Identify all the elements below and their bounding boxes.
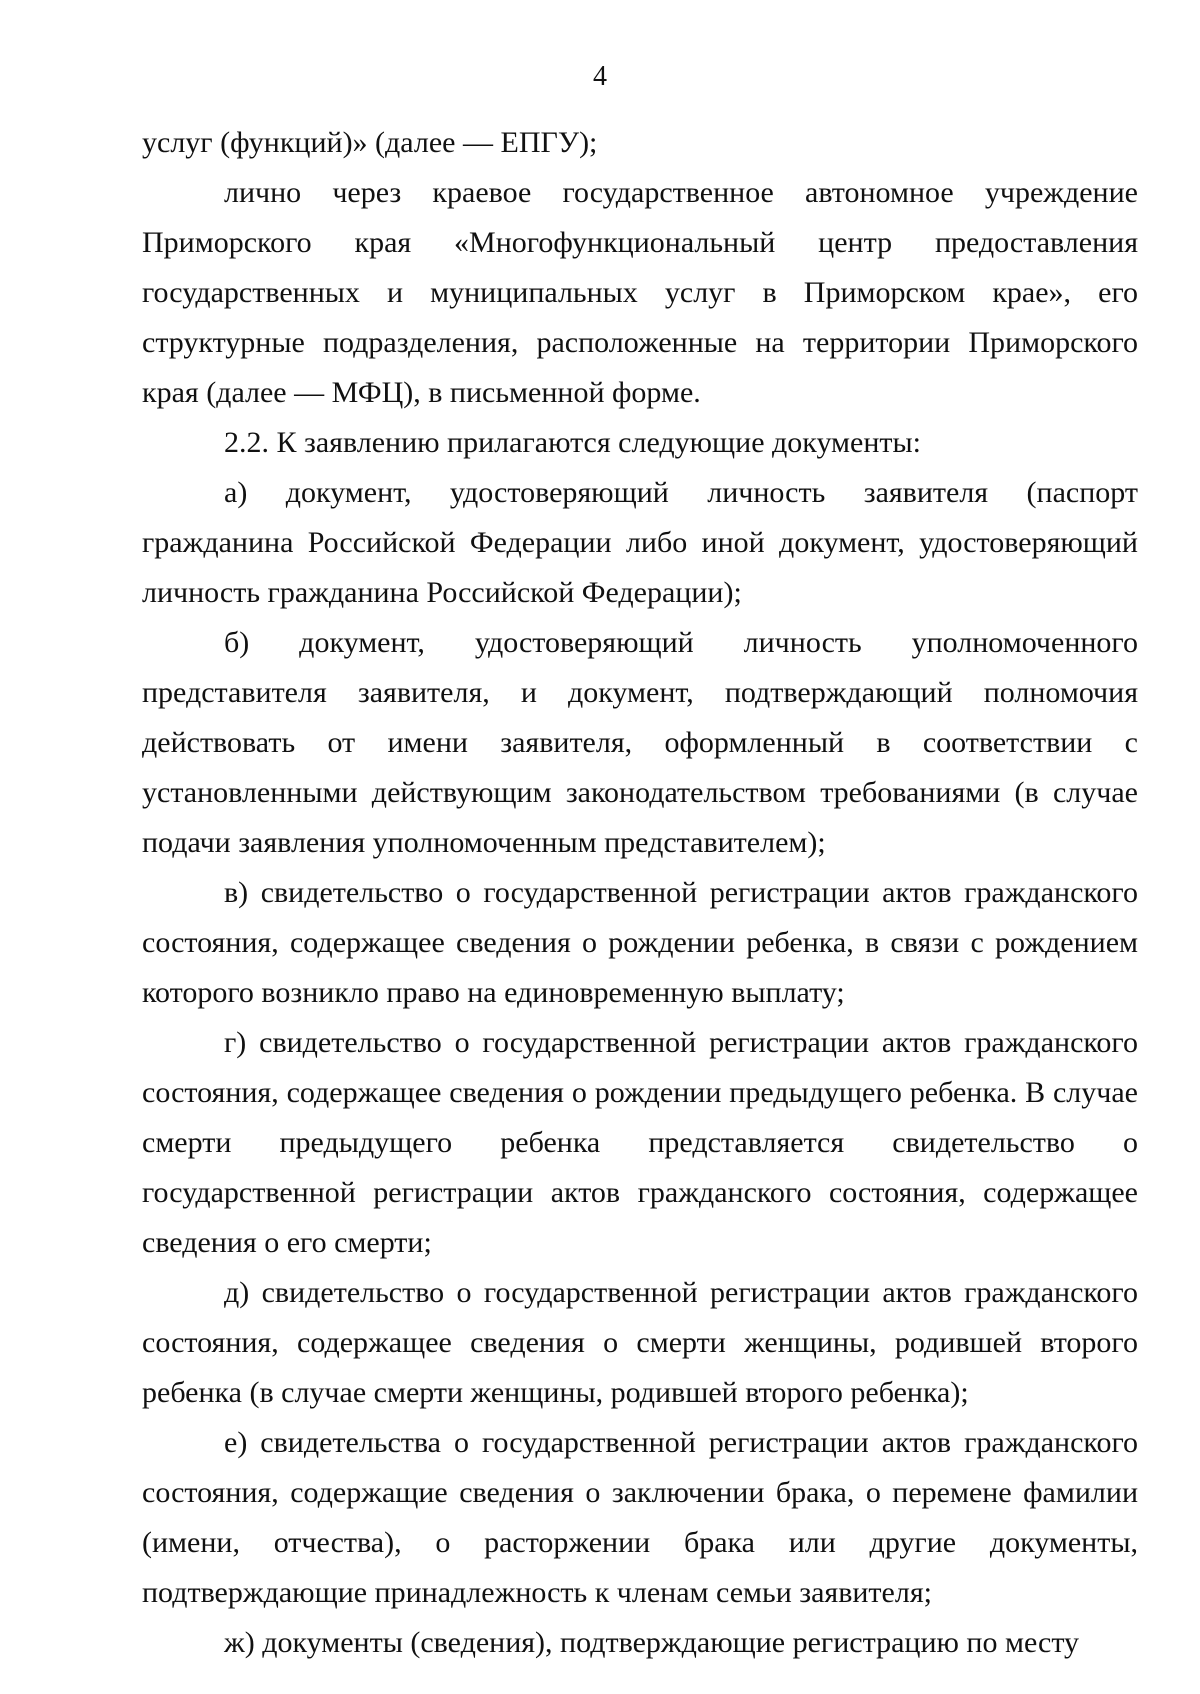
page-number: 4: [593, 61, 607, 92]
list-item-b: б) документ, удостоверяющий личность уполномоченного представителя заявителя, и документ, подтверждающий полномочия действовать от имени заявителя, оформленный в соответствии с установленными действующим законодательством требованиями (в случае подачи заявления уполномоченным представителем);: [142, 626, 1138, 859]
list-item-v: в) свидетельство о государственной регистрации актов гражданского состояния, содержащее сведения о рождении ребенка, в связи с рождением которого возникло право на единовременную выплату;: [142, 876, 1138, 1009]
paragraph-epgu-end: услуг (функций)» (далее — ЕПГУ);: [142, 126, 598, 159]
list-item-a: а) документ, удостоверяющий личность заявителя (паспорт гражданина Российской Федерации либо иной документ, удостоверяющий личность гражданина Российской Федерации);: [142, 476, 1138, 609]
list-item-d: д) свидетельство о государственной регистрации актов гражданского состояния, содержащее сведения о смерти женщины, родившей второго ребенка (в случае смерти женщины, родившей второго ребенка);: [142, 1276, 1138, 1409]
document-body: [142, 118, 1138, 1668]
paragraph-mfc: лично через краевое государственное автономное учреждение Приморского края «Многофункциональный центр предоставления государственных и муниципальных услуг в Приморском крае», его структурные подразделения, расположенные на территории Приморского края (далее — МФЦ), в письменной форме.: [142, 176, 1138, 409]
section-2-2-heading: 2.2. К заявлению прилагаются следующие документы:: [224, 426, 922, 459]
list-item-g: г) свидетельство о государственной регистрации актов гражданского состояния, содержащее сведения о рождении предыдущего ребенка. В случае смерти предыдущего ребенка представляется свидетельство о государственной регистрации актов гражданского состояния, содержащее сведения о его смерти;: [142, 1026, 1138, 1259]
list-item-e: е) свидетельства о государственной регистрации актов гражданского состояния, содержащие сведения о заключении брака, о перемене фамилии (имени, отчества), о расторжении брака или другие документы, подтверждающие принадлежность к членам семьи заявителя;: [142, 1426, 1138, 1609]
list-item-zh: ж) документы (сведения), подтверждающие регистрацию по месту: [224, 1626, 1080, 1659]
